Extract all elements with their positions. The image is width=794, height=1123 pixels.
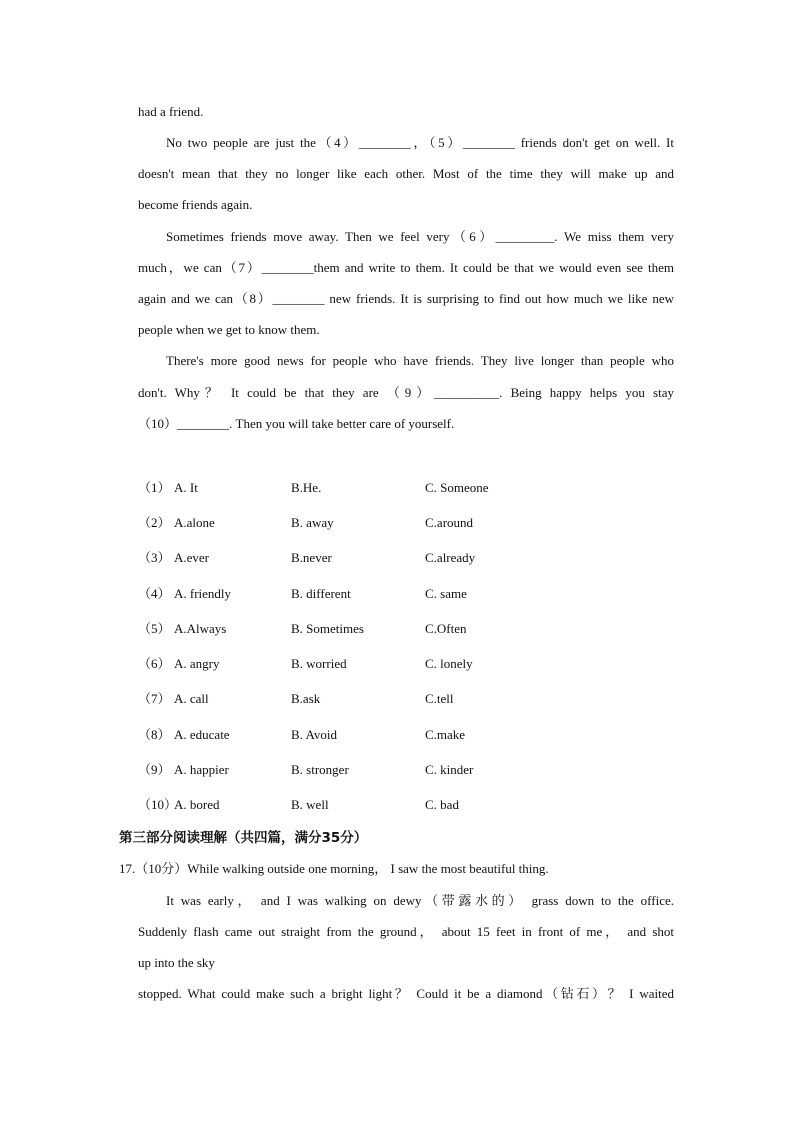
- option-a: A. call: [174, 691, 209, 706]
- passage-line: become friends again.: [138, 197, 253, 212]
- option-c: C.around: [425, 515, 474, 530]
- option-c: C. kinder: [425, 762, 474, 777]
- option-b: B. worried: [291, 656, 347, 671]
- passage-line: doesn't mean that they no longer like each other. Most of the time they will make up and: [138, 166, 674, 181]
- option-c: C.Often: [425, 621, 467, 636]
- option-c: C. same: [425, 586, 467, 601]
- option-b: B. Avoid: [291, 727, 337, 742]
- passage-line: had a friend.: [138, 104, 204, 119]
- option-number: （2）: [138, 515, 171, 530]
- option-a: A. happier: [174, 762, 229, 777]
- option-number: （1）: [138, 480, 171, 495]
- option-b: B.never: [291, 550, 332, 565]
- option-a: A.alone: [174, 515, 215, 530]
- option-c: C. bad: [425, 797, 459, 812]
- question-line: Suddenly flash came out straight from the ground， about 15 feet in front of me， and shot: [138, 924, 674, 939]
- option-number: （10）: [138, 797, 178, 812]
- passage-line: don't. Why？ It could be that they are （9）__________. Being happy helps you stay: [138, 385, 674, 400]
- option-number: （6）: [138, 656, 171, 671]
- passage-line: people when we get to know them.: [138, 322, 320, 337]
- section-heading: 第三部分阅读理解（共四篇，满分35分）: [119, 830, 368, 846]
- option-number: （8）: [138, 727, 171, 742]
- passage-line: Sometimes friends move away. Then we feel very（6）_________. We miss them very: [166, 229, 674, 244]
- option-b: B. Sometimes: [291, 621, 364, 636]
- option-c: C.already: [425, 550, 476, 565]
- option-number: （7）: [138, 691, 171, 706]
- passage-line: again and we can（8）________ new friends. It is surprising to find out how much we like new: [138, 291, 674, 306]
- option-a: A.Always: [174, 621, 227, 636]
- option-c: C. lonely: [425, 656, 473, 671]
- passage-line: （10）________. Then you will take better care of yourself.: [138, 416, 455, 431]
- option-number: （4）: [138, 586, 171, 601]
- option-b: B. stronger: [291, 762, 349, 777]
- option-a: A.ever: [174, 550, 210, 565]
- question-line: 17.（10分）While walking outside one morning， I saw the most beautiful thing.: [119, 861, 549, 876]
- option-c: C.tell: [425, 691, 454, 706]
- option-a: A. bored: [174, 797, 220, 812]
- option-number: （3）: [138, 550, 171, 565]
- option-a: A. angry: [174, 656, 220, 671]
- option-b: B. different: [291, 586, 351, 601]
- option-number: （9）: [138, 762, 171, 777]
- option-number: （5）: [138, 621, 171, 636]
- passage-line: No two people are just the（4）________，（5）________ friends don't get on well. It: [166, 135, 674, 150]
- option-b: B.ask: [291, 691, 321, 706]
- option-b: B. well: [291, 797, 329, 812]
- option-b: B. away: [291, 515, 334, 530]
- passage-line: There's more good news for people who have friends. They live longer than people who: [166, 353, 674, 368]
- passage-line: much，we can（7）________them and write to them. It could be that we would even see them: [138, 260, 674, 275]
- question-line: It was early， and I was walking on dewy（带露水的） grass down to the office.: [166, 893, 674, 908]
- option-a: A. It: [174, 480, 198, 495]
- option-b: B.He.: [291, 480, 322, 495]
- option-c: C. Someone: [425, 480, 489, 495]
- question-line: up into the sky: [138, 955, 215, 970]
- option-c: C.make: [425, 727, 466, 742]
- option-a: A. educate: [174, 727, 230, 742]
- option-a: A. friendly: [174, 586, 232, 601]
- question-line: stopped. What could make such a bright light？ Could it be a diamond（钻石）？ I waited: [138, 986, 674, 1001]
